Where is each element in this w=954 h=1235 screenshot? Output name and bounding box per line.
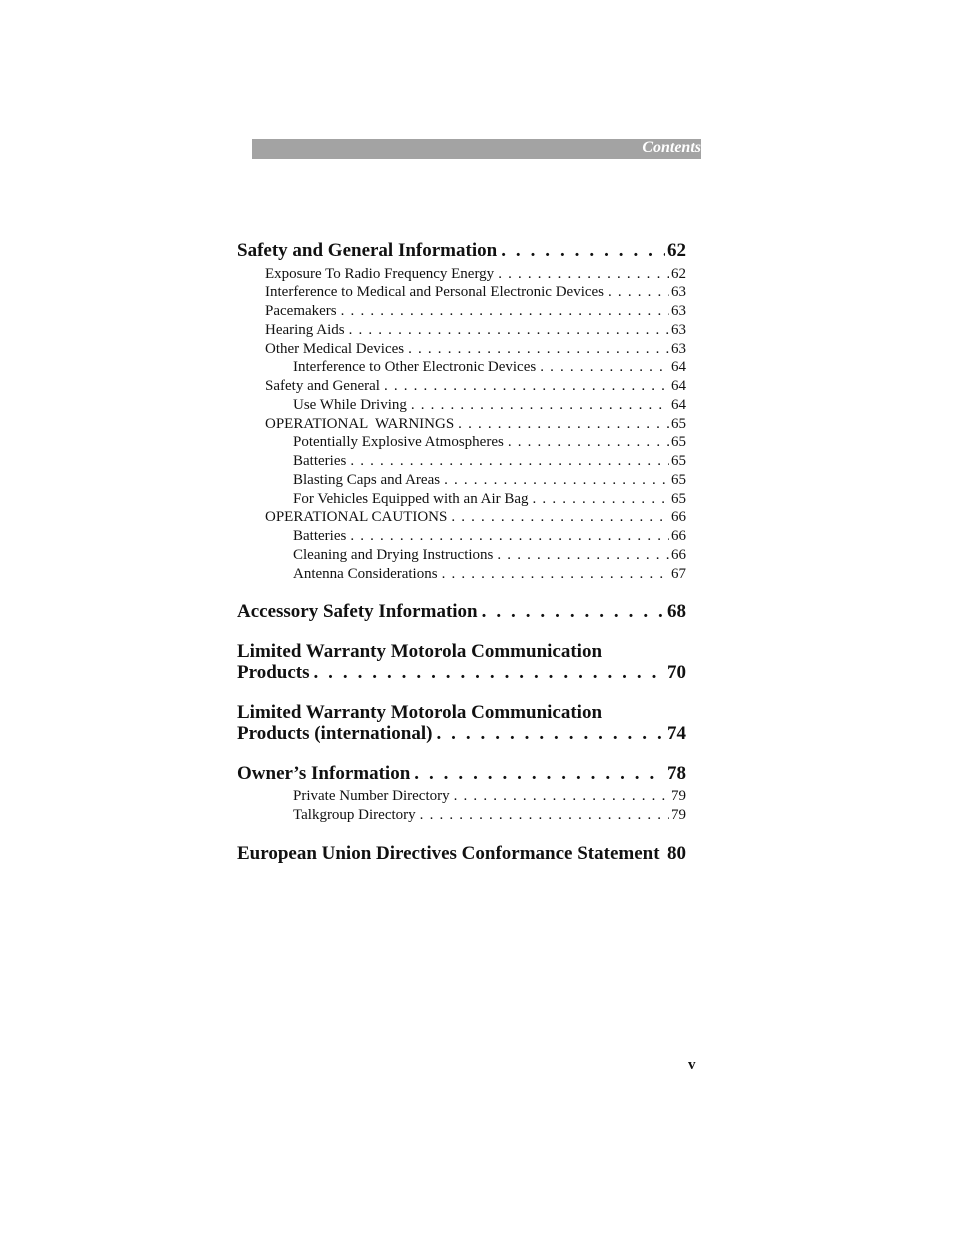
- toc-leader: [313, 662, 665, 684]
- toc-item-private-number[interactable]: [237, 787, 686, 806]
- toc-item-label: Batteries: [293, 453, 347, 469]
- toc-item-label: Pacemakers: [265, 303, 337, 319]
- toc-item-label: Antenna Considerations: [293, 565, 438, 582]
- toc-leader: [442, 565, 669, 584]
- toc-leader: [540, 358, 669, 377]
- toc-item-driving[interactable]: [237, 396, 686, 415]
- toc-item-batteries-warnings[interactable]: [237, 452, 686, 471]
- toc-entry-page: 62: [667, 240, 686, 261]
- toc-leader: [608, 283, 669, 302]
- toc-leader: [501, 240, 665, 262]
- header-title: Contents: [642, 139, 701, 156]
- toc-item-label: Private Number Directory: [293, 788, 450, 805]
- toc-item-operational-warnings[interactable]: [237, 415, 686, 434]
- toc-item-cleaning-drying[interactable]: [237, 546, 686, 565]
- toc-item-label: Interference to Other Electronic Devices: [293, 359, 537, 376]
- header-bar: [252, 139, 701, 159]
- toc-item-page: 64: [671, 396, 686, 413]
- toc-leader: [482, 601, 665, 623]
- toc-entry-page: 80: [667, 842, 686, 864]
- toc-item-page: 64: [671, 378, 686, 394]
- toc-item-page: 64: [671, 359, 686, 376]
- toc-item-page: 65: [671, 471, 686, 488]
- toc-item-label: Batteries: [293, 528, 347, 544]
- toc-item-air-bag[interactable]: [237, 490, 686, 509]
- toc-item-safety-general[interactable]: [237, 377, 686, 396]
- toc-leader: [436, 723, 665, 745]
- toc-item-pacemakers[interactable]: [237, 302, 686, 321]
- toc-item-label: Interference to Medical and Personal Electronic Devices: [265, 284, 605, 301]
- toc-item-page: 67: [671, 565, 686, 582]
- toc-item-electronic-interference[interactable]: [237, 358, 686, 377]
- toc-leader: [341, 302, 669, 321]
- toc-item-label: Cleaning and Drying Instructions: [293, 546, 494, 563]
- toc-item-label: Use While Driving: [293, 396, 407, 413]
- toc-entry-title: Products (international): [237, 723, 433, 745]
- toc-leader: [498, 265, 669, 284]
- toc-item-label: Talkgroup Directory: [293, 807, 416, 823]
- toc-entry-page: 78: [667, 762, 686, 784]
- toc-item-page: 66: [671, 528, 686, 544]
- toc-leader: [454, 787, 669, 806]
- toc-item-antenna[interactable]: [237, 565, 686, 584]
- toc-item-label: Blasting Caps and Areas: [293, 471, 441, 488]
- toc-leader: [411, 396, 669, 415]
- toc-item-page: 79: [671, 788, 686, 805]
- toc-item-other-medical[interactable]: [237, 340, 686, 359]
- toc-item-label: Exposure To Radio Frequency Energy: [265, 265, 495, 282]
- toc-item-page: 65: [671, 415, 686, 432]
- toc-item-page: 63: [671, 321, 686, 338]
- toc-item-label: Other Medical Devices: [265, 340, 405, 357]
- toc-entry-warranty-line1[interactable]: Limited Warranty Motorola Communication: [237, 640, 603, 662]
- toc-leader: [508, 433, 669, 452]
- toc-entry-title: Products: [237, 662, 310, 684]
- toc-entry-warranty-intl[interactable]: [237, 723, 686, 745]
- toc-entry-page: 74: [667, 723, 686, 745]
- toc-leader: [350, 452, 669, 471]
- toc-item-explosive-atmospheres[interactable]: [237, 433, 686, 452]
- toc-leader: [349, 321, 669, 340]
- toc-entry-page: 68: [667, 601, 686, 623]
- toc-leader: [414, 763, 665, 785]
- toc-item-hearing-aids[interactable]: [237, 321, 686, 340]
- toc-item-page: 63: [671, 284, 686, 301]
- toc-entry-accessory[interactable]: [237, 601, 686, 623]
- toc-item-page: 66: [671, 509, 686, 526]
- toc-entry-warranty-intl-line1[interactable]: Limited Warranty Motorola Communication: [237, 701, 603, 723]
- toc-item-label: Hearing Aids: [265, 321, 345, 338]
- toc-item-label: Safety and General: [265, 378, 380, 394]
- toc-entry-warranty[interactable]: [237, 662, 686, 684]
- toc-entry-eu-directives[interactable]: [237, 843, 686, 865]
- toc-leader: [444, 471, 669, 490]
- toc-entry-page: 70: [667, 662, 686, 684]
- toc-leader: [451, 508, 669, 527]
- toc-item-label: OPERATIONAL CAUTIONS: [265, 509, 448, 526]
- toc-leader: [350, 527, 669, 546]
- toc-item-operational-cautions[interactable]: [237, 508, 686, 527]
- toc-item-page: 65: [671, 490, 686, 507]
- page-number: v: [688, 1057, 696, 1073]
- toc-item-page: 65: [671, 453, 686, 469]
- toc-item-page: 79: [671, 807, 686, 823]
- toc-entry-safety[interactable]: [237, 240, 686, 262]
- table-of-contents: [237, 240, 686, 864]
- toc-entry-title: Safety and General Information: [237, 240, 498, 261]
- toc-item-talkgroup[interactable]: [237, 806, 686, 825]
- toc-entry-title: Owner’s Information: [237, 762, 411, 784]
- toc-item-rf-exposure[interactable]: [237, 265, 686, 284]
- toc-leader: [497, 546, 669, 565]
- toc-item-page: 62: [671, 265, 686, 282]
- toc-item-blasting-caps[interactable]: [237, 471, 686, 490]
- toc-entry-title: Accessory Safety Information: [237, 601, 478, 623]
- toc-item-page: 63: [671, 303, 686, 319]
- toc-item-label: For Vehicles Equipped with an Air Bag: [293, 490, 529, 507]
- toc-item-page: 63: [671, 340, 686, 357]
- toc-item-page: 66: [671, 546, 686, 563]
- toc-item-page: 65: [671, 434, 686, 451]
- toc-item-label: Potentially Explosive Atmospheres: [293, 434, 504, 451]
- toc-item-batteries-cautions[interactable]: [237, 527, 686, 546]
- toc-leader: [458, 415, 669, 434]
- toc-leader: [408, 340, 669, 359]
- toc-leader: [384, 377, 669, 396]
- toc-entry-owners[interactable]: [237, 763, 686, 785]
- toc-item-label: OPERATIONAL WARNINGS: [265, 415, 455, 432]
- toc-entry-title: European Union Directives Conformance Statement: [237, 842, 660, 864]
- toc-leader: [533, 490, 669, 509]
- toc-leader: [420, 806, 669, 825]
- toc-item-medical-interference[interactable]: [237, 283, 686, 302]
